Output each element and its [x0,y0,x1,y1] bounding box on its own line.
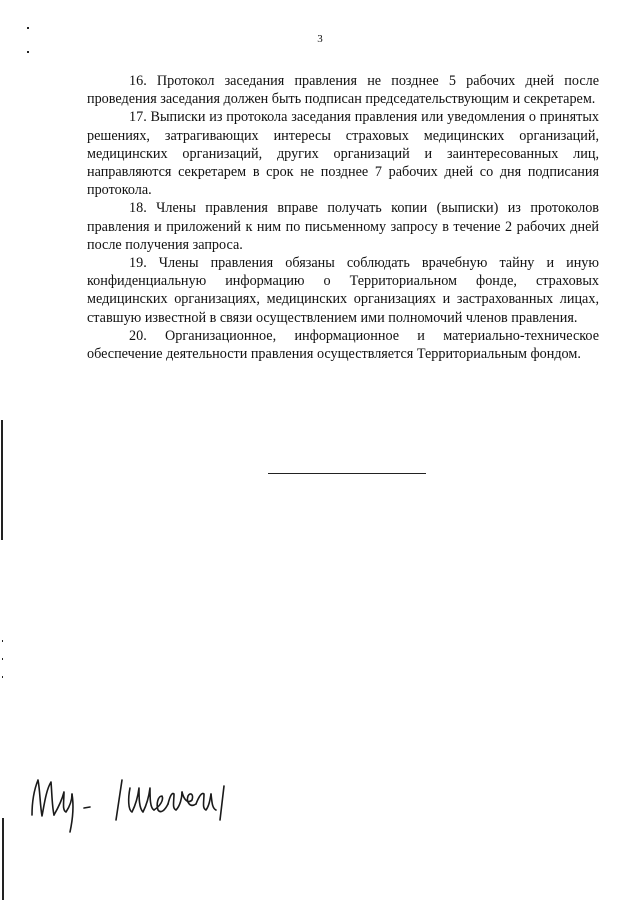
scan-dot [2,676,3,678]
page-number: 3 [317,33,323,45]
paragraph-20: 20. Организационное, информационное и материально-техническое обеспечение деятельности правления осуществляется Территориальным фондом. [87,327,599,363]
document-body [87,72,599,363]
scan-line [2,818,4,900]
paragraph-17: 17. Выписки из протокола заседания правления или уведомления о принятых решениях, затрагивающих интересы страховых медицинских организаций, медицинских организаций, других организаций и заинтересованных лиц, направляются секретарем в срок не позднее 7 рабочих дней со дня подписания протокола. [87,109,599,199]
section-divider [268,473,426,474]
scan-line [1,420,3,540]
scan-dot [27,51,29,53]
scan-dot [2,658,3,660]
scan-dot [2,640,3,642]
paragraph-16: 16. Протокол заседания правления не позднее 5 рабочих дней после проведения заседания должен быть подписан председательствующим и секретарем. [87,73,599,108]
handwritten-signature [18,760,238,840]
paragraph-18: 18. Члены правления вправе получать копии (выписки) из протоколов правления и приложений к ним по письменному запросу в течение 2 рабочих дней после получения запроса. [87,200,599,253]
scan-dot [27,27,29,29]
paragraph-19: 19. Члены правления обязаны соблюдать врачебную тайну и иную конфиденциальную информацию о Территориальном фонде, страховых медицинских организациях, медицинских организациях и застрахованных лицах, ставшую известной в связи осуществлением ими полномочий членов правления. [87,255,599,326]
